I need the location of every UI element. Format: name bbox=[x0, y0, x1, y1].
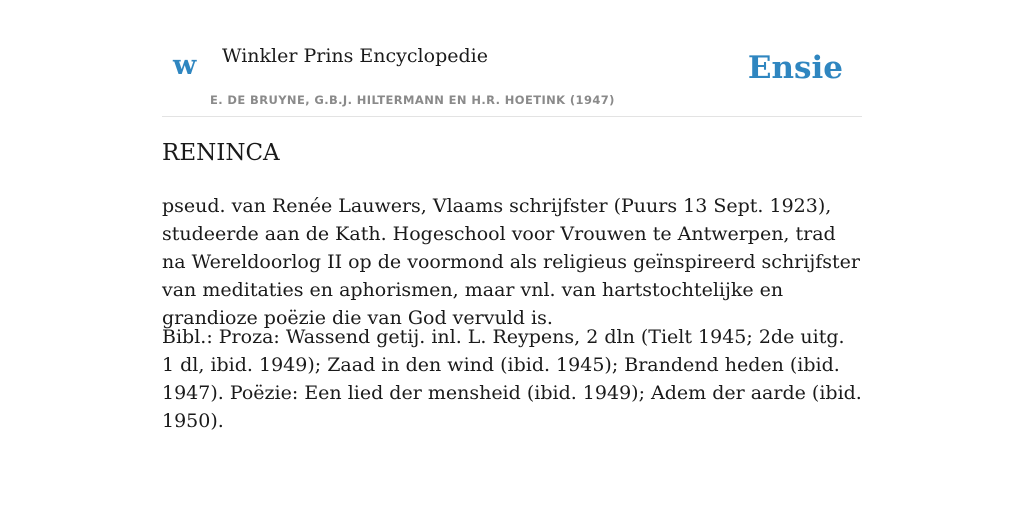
entry-paragraph: pseud. van Renée Lauwers, Vlaams schrijfster (Puurs 13 Sept. 1923), studeerde aan de Kath. Hogeschool voor Vrouwen te Antwerpen, trad na Wereldoorlog II op de voormond als religieus geïnspireerd schrijfster van meditaties en aphorismen, maar vnl. van hartstochtelijke en grandioze poëzie die van God vervuld is. bbox=[162, 195, 860, 329]
entry-title: RENINCA bbox=[162, 140, 280, 166]
source-header bbox=[162, 0, 862, 117]
source-title[interactable]: Winkler Prins Encyclopedie bbox=[222, 45, 488, 67]
source-authors: E. DE BRUYNE, G.B.J. HILTERMANN EN H.R. HOETINK (1947) bbox=[210, 93, 615, 107]
winkler-prins-logo[interactable]: w bbox=[173, 50, 197, 81]
bibliography-paragraph: Bibl.: Proza: Wassend getij. inl. L. Reypens, 2 dln (Tielt 1945; 2de uitg. 1 dl, ibid. 1949); Zaad in den wind (ibid. 1945); Brandend heden (ibid. 1947). Poëzie: Een lied der mensheid (ibid. 1949); Adem der aarde (ibid. 1950). bbox=[162, 326, 862, 432]
ensie-logo-link[interactable]: Ensie bbox=[747, 50, 843, 86]
article-page bbox=[162, 0, 862, 432]
